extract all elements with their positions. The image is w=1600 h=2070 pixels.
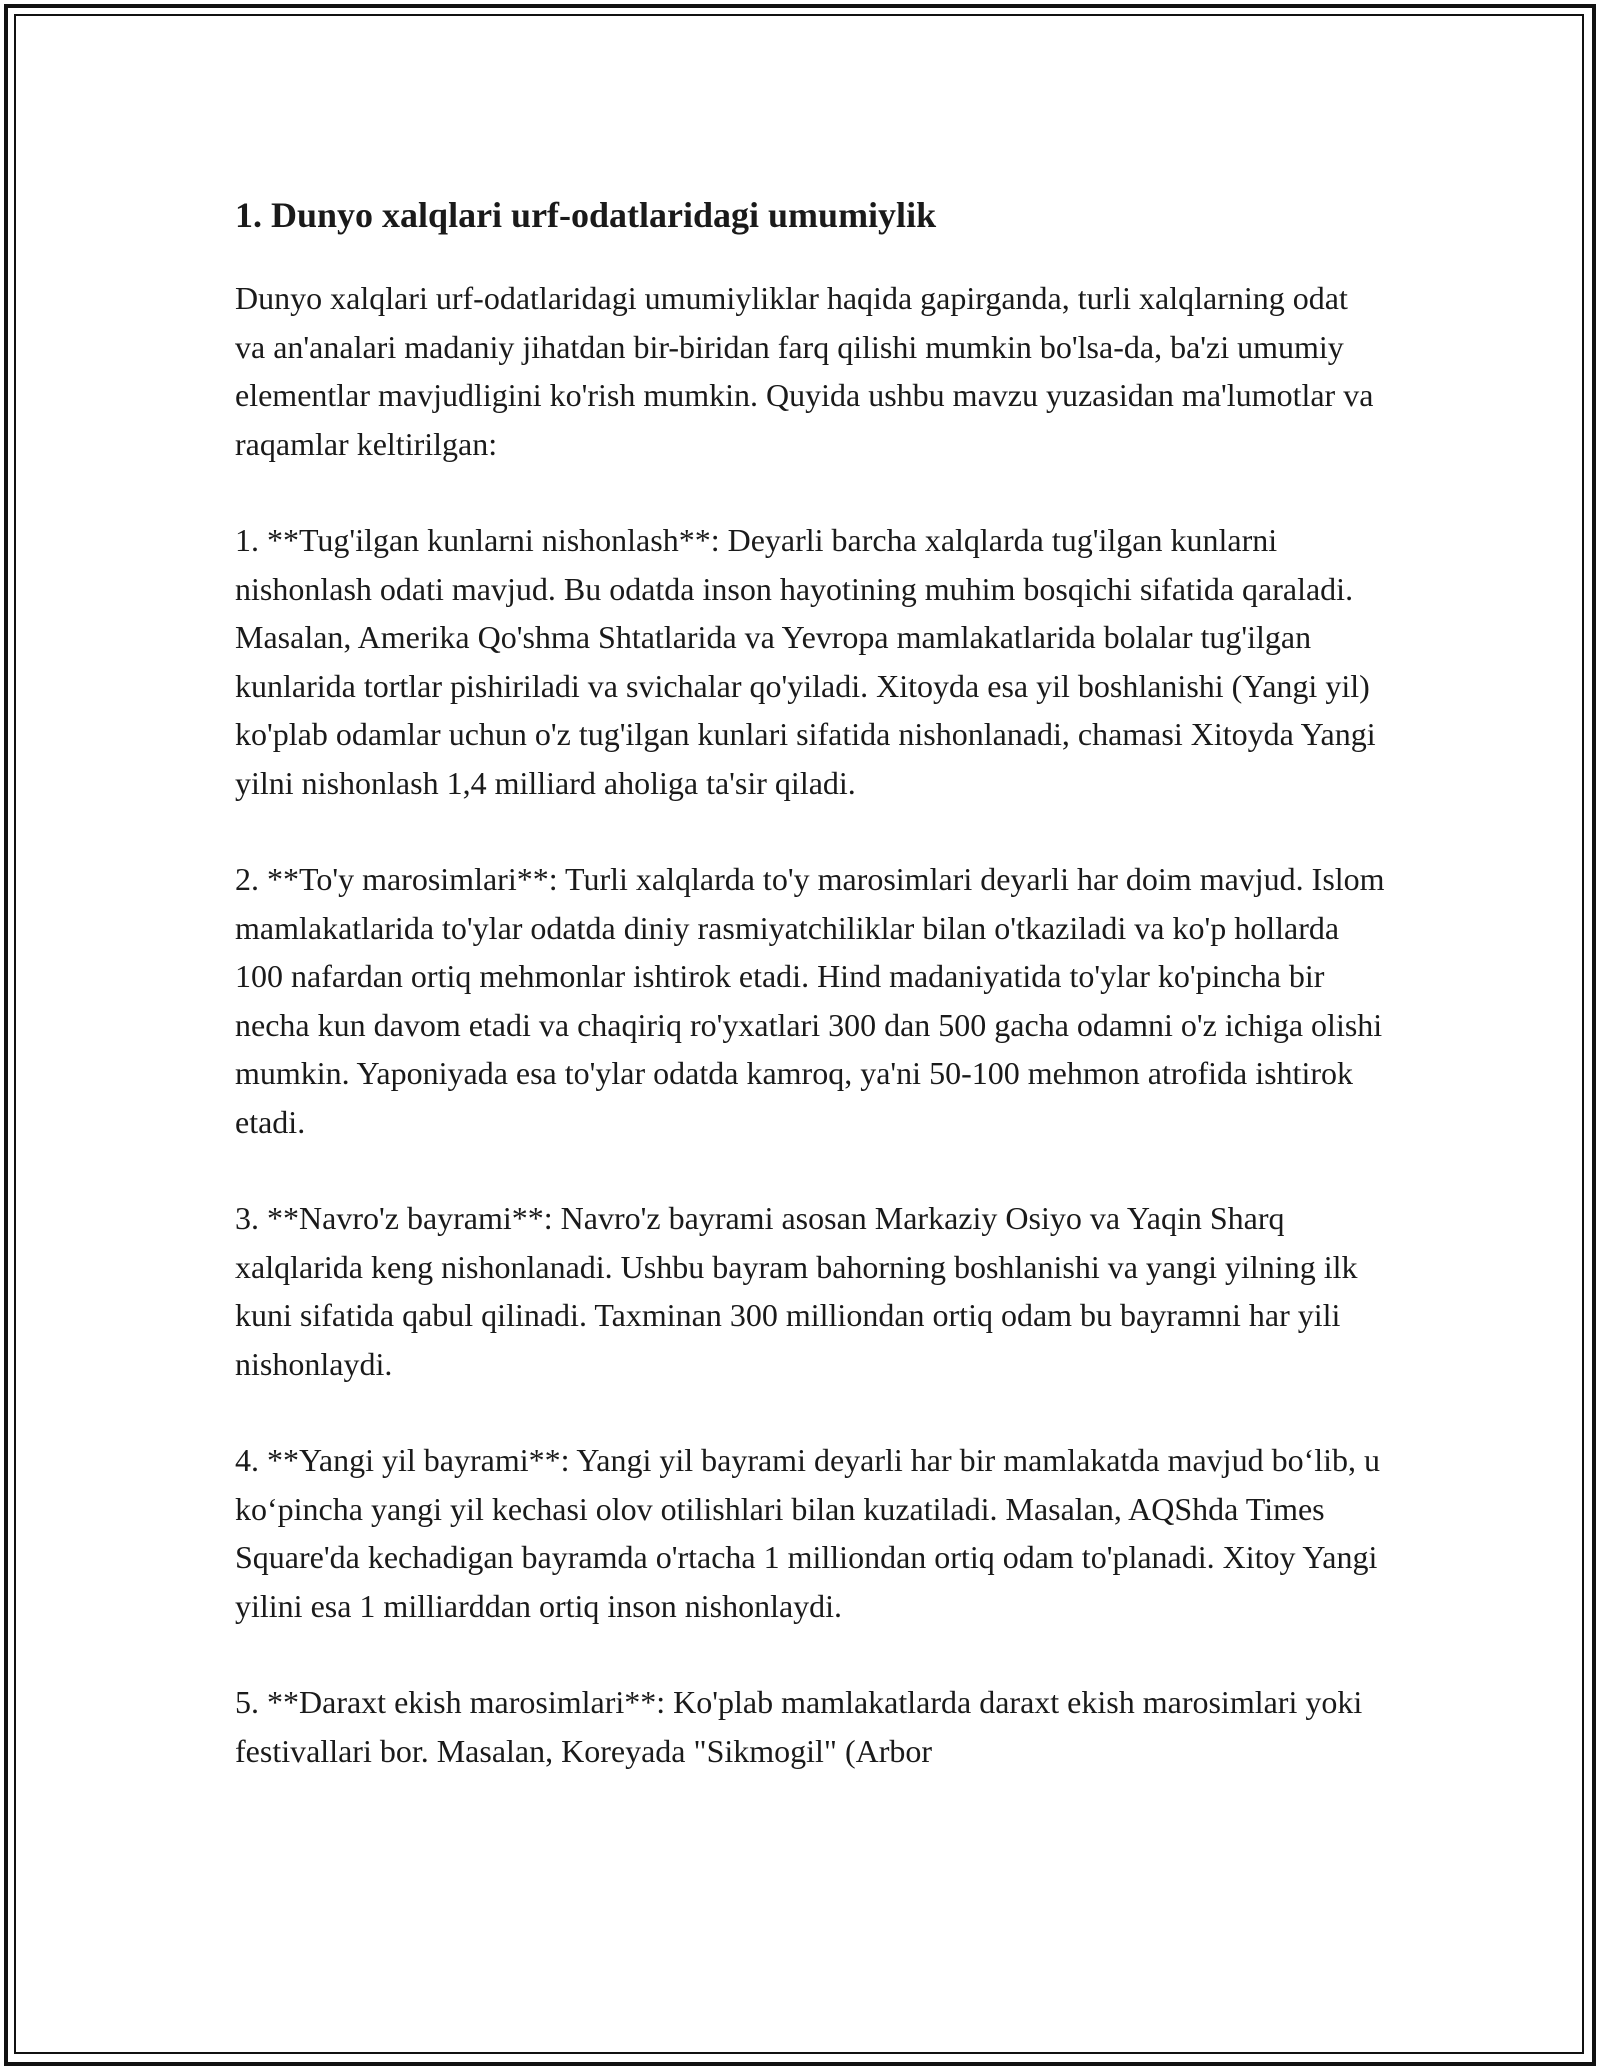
document-body <box>235 182 1385 1823</box>
section-heading: 1. Dunyo xalqlari urf-odatlaridagi umumiylik <box>235 195 937 235</box>
paragraph-tree-planting: 5. **Daraxt ekish marosimlari**: Ko'plab mamlakatlarda daraxt ekish marosimlari yoki festivallari bor. Masalan, Koreyada "Sikmogil" (Arbor <box>235 1684 1363 1769</box>
paragraph-navruz: 3. **Navro'z bayrami**: Navro'z bayrami asosan Markaziy Osiyo va Yaqin Sharq xalqlarida keng nishonlanadi. Ushbu bayram bahorning boshlanishi va yangi yilning ilk kuni sifatida qabul qilinadi. Taxminan 300 milliondan ortiq odam bu bayramni har yili nishonlaydi. <box>235 1200 1358 1382</box>
paragraph-birthdays: 1. **Tug'ilgan kunlarni nishonlash**: Deyarli barcha xalqlarda tug'ilgan kunlarni nishonlash odati mavjud. Bu odatda inson hayotining muhim bosqichi sifatida qaraladi. Masalan, Amerika Qo'shma Shtatlarida va Yevropa mamlakatlarida bolalar tug'ilgan kunlarida tortlar pishiriladi va svichalar qo'yiladi. Xitoyda esa yil boshlanishi (Yangi yil) ko'plab odamlar uchun o'z tug'ilgan kunlari sifatida nishonlanadi, chamasi Xitoyda Yangi yilni nishonlash 1,4 milliard aholiga ta'sir qiladi. <box>235 522 1376 801</box>
intro-paragraph: Dunyo xalqlari urf-odatlaridagi umumiyliklar haqida gapirganda, turli xalqlarning odat va an'analari madaniy jihatdan bir-biridan farq qilishi mumkin bo'lsa-da, ba'zi umumiy elementlar mavjudligini ko'rish mumkin. Quyida ushbu mavzu yuzasidan ma'lumotlar va raqamlar keltirilgan: <box>235 280 1374 462</box>
paragraph-new-year: 4. **Yangi yil bayrami**: Yangi yil bayrami deyarli har bir mamlakatda mavjud bo‘lib, u ko‘pincha yangi yil kechasi olov otilishlari bilan kuzatiladi. Masalan, AQShda Times Square'da kechadigan bayramda o'rtacha 1 milliondan ortiq odam to'planadi. Xitoy Yangi yilini esa 1 milliarddan ortiq inson nishonlaydi. <box>235 1442 1380 1624</box>
paragraph-weddings: 2. **To'y marosimlari**: Turli xalqlarda to'y marosimlari deyarli har doim mavjud. Islom mamlakatlarida to'ylar odatda diniy rasmiyatchiliklar bilan o'tkaziladi va ko'p hollarda 100 nafardan ortiq mehmonlar ishtirok etadi. Hind madaniyatida to'ylar ko'pincha bir necha kun davom etadi va chaqiriq ro'yxatlari 300 dan 500 gacha odamni o'z ichiga olishi mumkin. Yaponiyada esa to'ylar odatda kamroq, ya'ni 50-100 mehmon atrofida ishtirok etadi. <box>235 861 1385 1140</box>
